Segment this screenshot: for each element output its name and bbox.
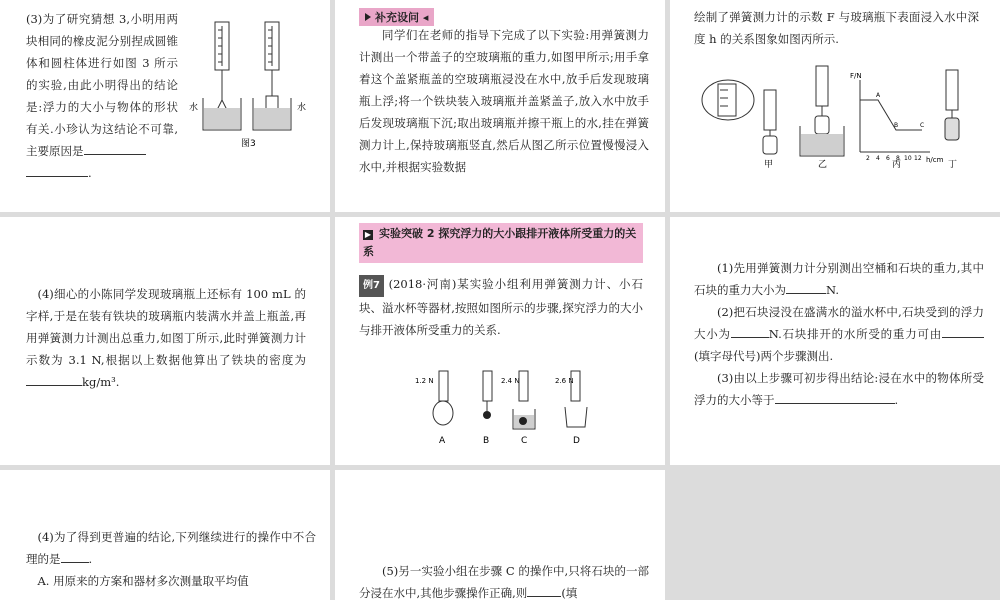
figure-3 xyxy=(185,18,315,153)
graph-text: 绘制了弹簧测力计的示数 F 与玻璃瓶下表面浸入水中深度 h 的关系图象如图丙所示. xyxy=(694,10,979,46)
graph-xtick: 8 xyxy=(896,155,900,162)
fig3-water-left: 水 xyxy=(189,103,199,113)
panel-graph xyxy=(670,0,1000,212)
question-3: (3)由以上步骤可初步得出结论:浸在水中的物体所受浮力的大小等于 . xyxy=(694,371,984,407)
figure-jia-yi-bing-ding xyxy=(700,60,970,170)
graph-xtick: 10 xyxy=(904,155,912,162)
step-d-label: D xyxy=(573,436,580,446)
section-heading: ▶ 实验突破 2 探究浮力的大小跟排开液体所受重力的关系 xyxy=(359,223,643,263)
graph-point-b: B xyxy=(894,122,899,129)
supplementary-text: 同学们在老师的指导下完成了以下实验:用弹簧测力计测出一个带盖子的空玻璃瓶的重力,如图甲所示;用手拿着这个盖紧瓶盖的空玻璃瓶浸没在水中,放手后发现玻璃瓶上浮;将一个铁块装入玻璃瓶并盖紧盖子,放入水中放手后发现玻璃瓶下沉;取出玻璃瓶并擦干瓶上的水,挂在弹簧测力计上,保持玻璃瓶竖直,然后从图乙所示位置慢慢浸入水中,并根据实验数据 xyxy=(359,28,649,174)
graph-ylabel: F/N xyxy=(850,72,862,80)
panel-question-5 xyxy=(335,470,665,600)
label-bing: 丙 xyxy=(892,160,902,170)
label-ding: 丁 xyxy=(948,160,958,170)
panel-density xyxy=(0,217,330,465)
empty-panel xyxy=(670,470,1000,600)
question-4: (4)为了得到更普遍的结论,下列继续进行的操作中不合理的是 . xyxy=(26,530,316,566)
example-tag: 例7 xyxy=(359,275,384,297)
density-text: (4)细心的小陈同学发现玻璃瓶上还标有 100 mL 的字样,于是在装有铁块的玻璃瓶内装满水并盖上瓶盖,再用弹簧测力计测出总重力,如图丁所示,此时弹簧测力计示数为 3.1 N,根据以上数据他算出了铁块的密度为kg/m³. xyxy=(26,287,306,389)
step-a-label: A xyxy=(439,436,446,446)
question-2: (2)把石块浸没在盛满水的溢水杯中,石块受到的浮力大小为 N.石块排开的水所受的重力可由(填字母代号)两个步骤测出. xyxy=(694,305,984,363)
figure-steps-abcd xyxy=(415,369,605,447)
graph-xtick: 4 xyxy=(876,155,880,162)
graph-xtick: 6 xyxy=(886,155,890,162)
question-5: (5)另一实验小组在步骤 C 的操作中,只将石块的一部分浸在水中,其他步骤操作正确,则 (填 xyxy=(359,564,649,600)
panel-questions-1-3 xyxy=(670,217,1000,465)
step-c-label: C xyxy=(521,436,528,446)
reading-d: 2.6 N xyxy=(555,377,574,385)
panel-guess3 xyxy=(0,0,330,212)
supplementary-tag: 补充设问 ◂ xyxy=(359,8,434,26)
graph-point-a: A xyxy=(876,92,881,99)
graph-xtick: 12 xyxy=(914,155,922,162)
graph-xtick: 2 xyxy=(866,155,870,162)
fig3-water-right: 水 xyxy=(297,103,307,113)
graph-xlabel: h/cm xyxy=(926,156,944,164)
label-yi: 乙 xyxy=(818,160,828,170)
graph-point-c: C xyxy=(920,122,925,129)
reading-c: 2.4 N xyxy=(501,377,520,385)
question-1: (1)先用弹簧测力计分别测出空桶和石块的重力,其中石块的重力大小为 N. xyxy=(694,261,984,297)
label-jia: 甲 xyxy=(764,160,774,170)
example-text: 例7 (2018·河南)某实验小组利用弹簧测力计、小石块、溢水杯等器材,按照如图所示的步骤,探究浮力的大小与排开液体所受重力的关系. xyxy=(359,277,643,337)
step-b-label: B xyxy=(483,436,490,446)
option-a: A. 用原来的方案和器材多次测量取平均值 xyxy=(37,574,249,588)
fig3-caption: 图3 xyxy=(241,139,256,149)
guess3-text: (3)为了研究猜想 3,小明用两块相同的橡皮泥分别捏成圆锥体和圆柱体进行如图 3 所示的实验,由此小明得出的结论是:浮力的大小与物体的形状有关.小珍认为这结论不可靠,主要原因是 . xyxy=(26,12,178,180)
panel-question-4 xyxy=(0,470,330,600)
panel-supplementary xyxy=(335,0,665,212)
panel-experiment2 xyxy=(335,217,665,465)
reading-a: 1.2 N xyxy=(415,377,434,385)
